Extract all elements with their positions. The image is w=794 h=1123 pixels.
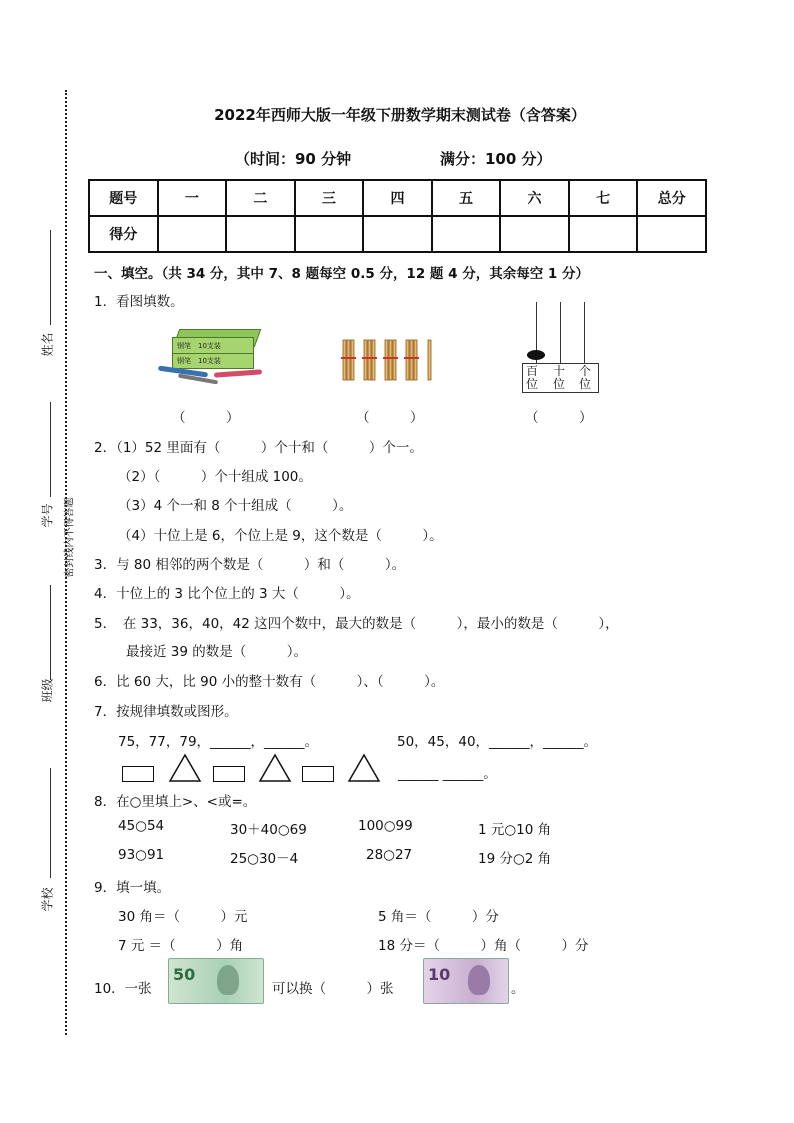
school-line	[50, 768, 51, 878]
banknote-10-value: 10	[428, 965, 451, 984]
score-cell[interactable]	[569, 216, 638, 252]
score-header-cell: 四	[363, 180, 432, 216]
q9-item[interactable]: 30 角＝（ ）元	[118, 909, 248, 925]
q9-item[interactable]: 5 角＝（ ）分	[378, 909, 499, 925]
sticks-bundles-image	[340, 338, 435, 383]
q2-part3: （3）4 个一和 8 个十组成（ ）。	[118, 498, 353, 514]
rectangle-shape	[122, 766, 154, 782]
section1-heading: 一、填空。（共 34 分，其中 7、8 题每空 0.5 分，12 题 4 分，其余每空 1 分）	[94, 266, 590, 282]
rectangle-shape	[213, 766, 245, 782]
side-label-name: 姓名	[40, 332, 55, 357]
q8-item[interactable]: 100○99	[358, 818, 413, 834]
q2-part1: 2．（1）52 里面有（ ）个十和（ ）个一。	[94, 440, 423, 456]
pen-icon	[214, 369, 262, 377]
page-title: 2022年西师大版一年级下册数学期末测试卷（含答案）	[214, 106, 586, 124]
q8-item[interactable]: 93○91	[118, 847, 165, 863]
q10-middle: 可以换（ ）张	[272, 981, 394, 997]
time-info: （时间：90 分钟	[235, 150, 352, 168]
q5-text-cont: 最接近 39 的数是（ ）。	[126, 644, 308, 660]
q7-text: 7．按规律填数或图形。	[94, 704, 238, 720]
side-label-school: 学校	[40, 887, 55, 912]
score-cell[interactable]	[226, 216, 295, 252]
q7-sequence-1: 75，77，79，______，______。	[118, 734, 319, 750]
q8-text: 8．在○里填上>、<或=。	[94, 794, 257, 810]
abacus-label-hundreds: 百位	[526, 364, 539, 391]
score-header-cell: 六	[500, 180, 569, 216]
score-header-cell: 七	[569, 180, 638, 216]
q1-blank-1[interactable]: （ ）	[172, 410, 240, 426]
pen-boxes-image	[158, 325, 268, 385]
abacus-bead	[527, 350, 545, 360]
pen-box-label: 钢笔 10支装	[177, 357, 221, 365]
abacus-image	[522, 302, 600, 394]
q9-item[interactable]: 7 元 ＝（ ）角	[118, 938, 244, 954]
score-cell[interactable]	[295, 216, 364, 252]
q8-item[interactable]: 28○27	[366, 847, 413, 863]
score-cell[interactable]	[500, 216, 569, 252]
score-row-label: 得分	[89, 216, 158, 252]
q1-blank-3[interactable]: （ ）	[525, 410, 593, 426]
q10-suffix: 。	[511, 981, 525, 997]
score-header-cell: 一	[158, 180, 227, 216]
sticks-icon	[340, 338, 435, 383]
triangle-shape	[258, 753, 292, 783]
portrait-icon	[217, 965, 239, 995]
q8-item[interactable]: 30＋40○69	[230, 822, 307, 838]
q1-text: 1．看图填数。	[94, 294, 184, 310]
class-line	[50, 585, 51, 680]
q3-text: 3．与 80 相邻的两个数是（ ）和（ ）。	[94, 557, 406, 573]
triangle-shape	[168, 753, 202, 783]
q8-item[interactable]: 19 分○2 角	[478, 851, 552, 867]
q4-text: 4．十位上的 3 比个位上的 3 大（ ）。	[94, 586, 360, 602]
portrait-icon	[468, 965, 490, 995]
q8-item[interactable]: 25○30－4	[230, 851, 299, 867]
triangle-shape	[347, 753, 381, 783]
score-info: 满分：100 分）	[440, 150, 552, 168]
abacus-base	[522, 363, 599, 393]
banknote-10-image	[423, 958, 509, 1004]
score-table	[88, 179, 707, 253]
q10-prefix: 10．一张	[94, 981, 152, 997]
q6-text: 6．比 60 大，比 90 小的整十数有（ ）、（ ）。	[94, 674, 445, 690]
score-header-cell: 三	[295, 180, 364, 216]
score-cell[interactable]	[363, 216, 432, 252]
score-table-score-row	[89, 216, 706, 252]
q2-part4: （4）十位上是 6，个位上是 9，这个数是（ ）。	[118, 528, 443, 544]
score-header-cell: 二	[226, 180, 295, 216]
q7-sequence-2: 50，45，40，______，______。	[397, 734, 598, 750]
score-table-header-row	[89, 180, 706, 216]
student-no-line	[50, 402, 51, 497]
score-cell[interactable]	[432, 216, 501, 252]
banknote-50-value: 50	[173, 965, 196, 984]
banknote-50-image	[168, 958, 264, 1004]
q1-blank-2[interactable]: （ ）	[356, 410, 424, 426]
q9-text: 9．填一填。	[94, 880, 171, 896]
q7-shape-blanks[interactable]: ______ ______。	[398, 766, 497, 782]
name-line	[50, 230, 51, 325]
abacus-label-tens: 十位	[553, 364, 566, 391]
score-header-cell: 五	[432, 180, 501, 216]
score-cell[interactable]	[637, 216, 706, 252]
side-seal-note: 密封线内不得答题	[64, 497, 76, 578]
pen-box-label: 钢笔 10支装	[177, 342, 221, 350]
score-cell[interactable]	[158, 216, 227, 252]
q9-item[interactable]: 18 分＝（ ）角（ ）分	[378, 938, 589, 954]
score-header-cell: 题号	[89, 180, 158, 216]
q5-text: 5． 在 33，36，40，42 这四个数中，最大的数是（ ），最小的数是（ ），	[94, 616, 619, 632]
q8-item[interactable]: 1 元○10 角	[478, 822, 552, 838]
score-header-cell: 总分	[637, 180, 706, 216]
side-label-class: 班级	[40, 678, 55, 703]
q8-item[interactable]: 45○54	[118, 818, 165, 834]
side-label-student-no: 学号	[40, 503, 55, 528]
rectangle-shape	[302, 766, 334, 782]
q2-part2: （2）（ ）个十组成 100。	[118, 469, 312, 485]
abacus-label-ones: 个位	[579, 364, 592, 391]
pen-box-bottom	[172, 353, 254, 369]
